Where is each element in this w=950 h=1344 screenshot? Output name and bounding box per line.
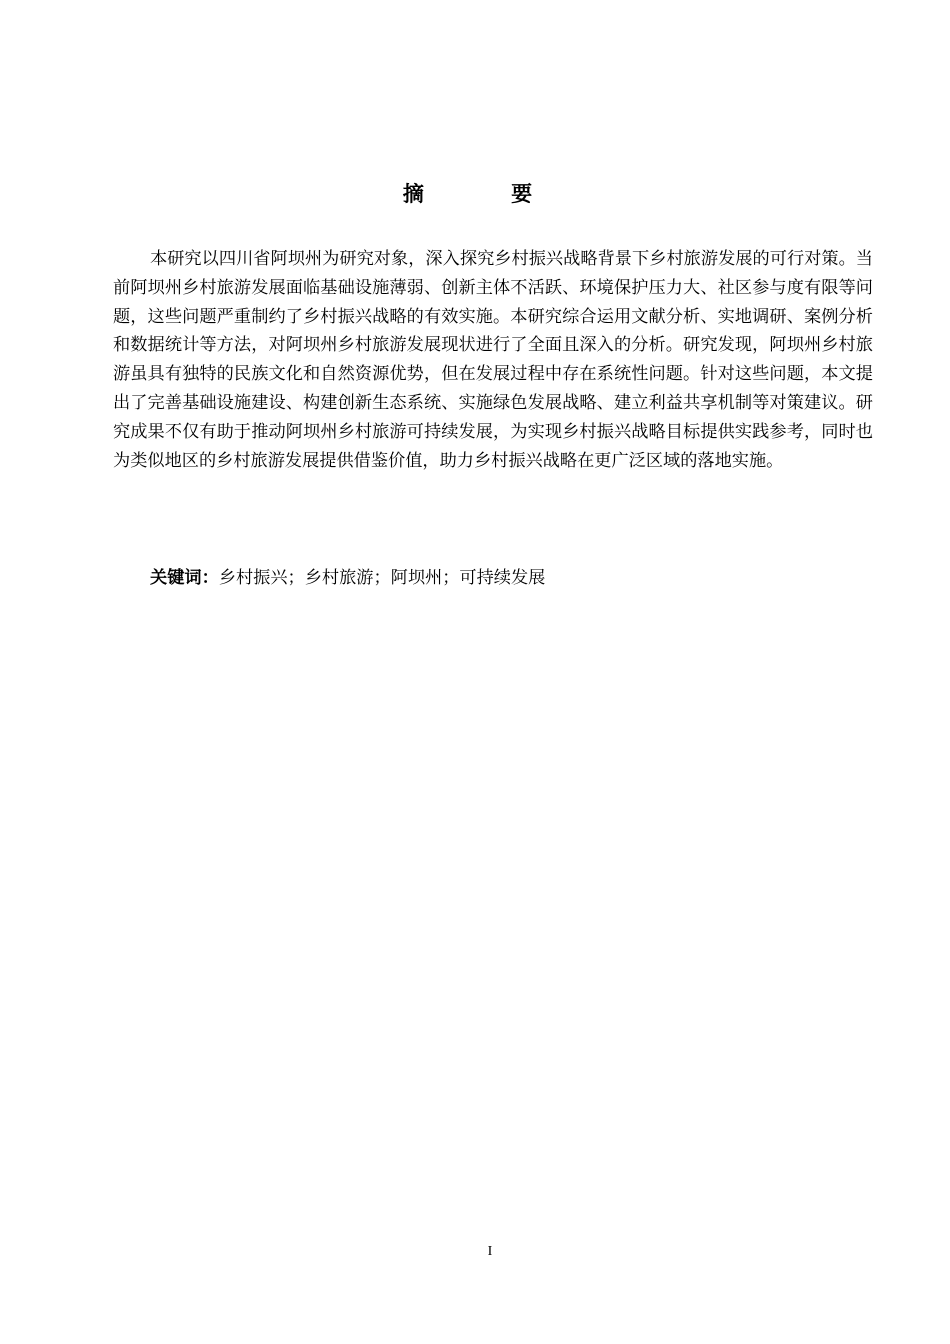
abstract-title: 摘 要: [402, 182, 573, 206]
abstract-body: 本研究以四川省阿坝州为研究对象，深入探究乡村振兴战略背景下乡村旅游发展的可行对策。当前阿坝州乡村旅游发展面临基础设施薄弱、创新主体不活跃、环境保护压力大、社区参与度有限等问题，这些问题严重制约了乡村振兴战略的有效实施。本研究综合运用文献分析、实地调研、案例分析和数据统计等方法，对阿坝州乡村旅游发展现状进行了全面且深入的分析。研究发现，阿坝州乡村旅游虽具有独特的民族文化和自然资源优势，但在发展过程中存在系统性问题。针对这些问题，本文提出了完善基础设施建设、构建创新生态系统、实施绿色发展战略、建立利益共享机制等对策建议。研究成果不仅有助于推动阿坝州乡村旅游可持续发展，为实现乡村振兴战略目标提供实践参考，同时也为类似地区的乡村旅游发展提供借鉴价值，助力乡村振兴战略在更广泛区域的落地实施。: [113, 249, 873, 471]
page-number: I: [487, 1244, 493, 1259]
keywords-line: [150, 564, 870, 592]
keywords-label: 关键词：: [150, 568, 219, 588]
keywords-text: 乡村振兴；乡村旅游；阿坝州；可持续发展: [218, 568, 546, 588]
